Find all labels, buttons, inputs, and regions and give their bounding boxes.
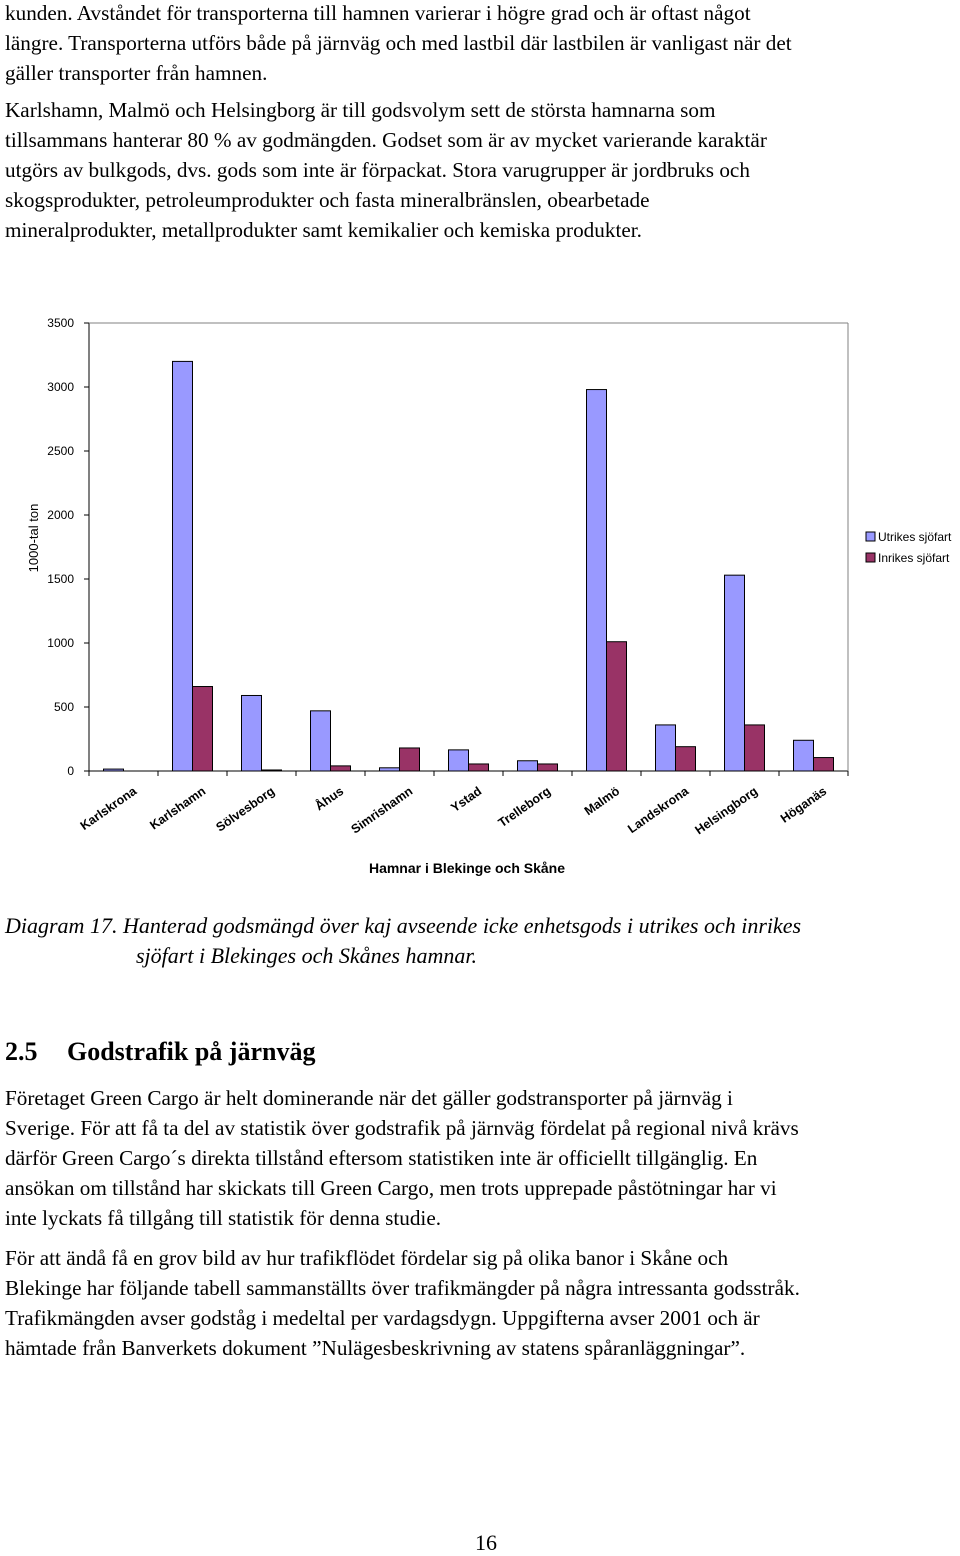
- y-tick-label: 3500: [47, 316, 74, 330]
- y-axis: [47, 316, 89, 778]
- bar-utrikes: [587, 390, 607, 771]
- text-line: gäller transporter från hamnen.: [5, 61, 268, 85]
- x-axis-title: Hamnar i Blekinge och Skåne: [368, 860, 566, 876]
- y-tick-label: 500: [53, 700, 74, 714]
- x-tick-label: Landskrona: [625, 783, 692, 837]
- x-tick-label: Åhus: [312, 783, 347, 814]
- text-line: längre. Transporterna utförs både på järnväg och med lastbil där lastbilen är vanligast när det: [5, 31, 792, 55]
- y-axis-title: 1000-tal ton: [26, 503, 41, 573]
- bar-utrikes: [725, 575, 745, 771]
- text-line: Karlshamn, Malmö och Helsingborg är till godsvolym sett de största hamnarna som: [5, 98, 716, 122]
- bar-inrikes: [331, 766, 351, 771]
- bar-utrikes: [518, 761, 538, 771]
- paragraph-green-cargo: [5, 1083, 957, 1233]
- legend: [866, 530, 952, 565]
- bar-inrikes: [814, 758, 834, 771]
- page-number: 16: [475, 1530, 497, 1555]
- bar-inrikes: [469, 764, 489, 771]
- x-tick-label: Trelleborg: [495, 783, 554, 831]
- text-line: utgörs av bulkgods, dvs. gods som inte är förpackat. Stora varugrupper är jordbruks och: [5, 158, 750, 182]
- text-line: skogsprodukter, petroleumprodukter och fasta mineralbränslen, obearbetade: [5, 188, 650, 212]
- x-tick-label: Karlskrona: [77, 783, 140, 833]
- y-tick-label: 2500: [47, 444, 74, 458]
- text-line: därför Green Cargo´s direkta tillstånd eftersom statistiken inte är officiellt tillgänglig. En: [5, 1146, 758, 1170]
- text-line: tillsammans hanterar 80 % av godmängden. Godset som är av mycket varierande karaktär: [5, 128, 767, 152]
- caption-line: sjöfart i Blekinges och Skånes hamnar.: [136, 943, 477, 968]
- figure-caption: [5, 911, 955, 971]
- y-tick-label: 0: [67, 764, 74, 778]
- y-tick-label: 2000: [47, 508, 74, 522]
- text-line: inte lyckats få tillgång till statistik för denna studie.: [5, 1206, 442, 1230]
- bar-inrikes: [193, 687, 213, 771]
- text-line: hämtade från Banverkets dokument ”Nulägesbeskrivning av statens spåranläggningar”.: [5, 1336, 746, 1360]
- x-tick-label: Simrishamn: [348, 783, 416, 837]
- bar-inrikes: [676, 747, 696, 771]
- legend-swatch: [866, 532, 875, 541]
- x-tick-label: Malmö: [581, 783, 623, 819]
- legend-swatch: [866, 553, 875, 562]
- bar-utrikes: [311, 711, 331, 771]
- y-tick-label: 1500: [47, 572, 74, 586]
- section-heading: [5, 1037, 315, 1067]
- text-line: ansökan om tillstånd har skickats till Green Cargo, men trots upprepade påstötningar har vi: [5, 1176, 777, 1200]
- bar-inrikes: [538, 764, 558, 771]
- x-tick-label: Ystad: [448, 783, 485, 815]
- y-tick-label: 3000: [47, 380, 74, 394]
- y-tick-label: 1000: [47, 636, 74, 650]
- legend-label: Utrikes sjöfart: [878, 530, 952, 544]
- bar-utrikes: [449, 750, 469, 771]
- bar-utrikes: [794, 740, 814, 771]
- x-tick-label: Höganäs: [777, 783, 830, 826]
- bar-utrikes: [173, 361, 193, 771]
- x-tick-label: Sölvesborg: [213, 783, 278, 835]
- x-tick-label: Karlshamn: [147, 783, 209, 833]
- bar-utrikes: [656, 725, 676, 771]
- text-line: Sverige. För att få ta del av statistik över godstrafik på järnväg fördelat på regional nivå krävs: [5, 1116, 799, 1140]
- paragraph-intro: [5, 0, 957, 88]
- bar-inrikes: [607, 642, 627, 771]
- caption-line: Diagram 17. Hanterad godsmängd över kaj avseende icke enhetsgods i utrikes och inrikes: [5, 913, 802, 938]
- text-line: kunden. Avståndet för transporterna till hamnen varierar i högre grad och är oftast något: [5, 1, 751, 25]
- x-axis: [78, 771, 848, 837]
- text-line: Trafikmängden avser godståg i medeltal per vardagsdygn. Uppgifterna avser 2001 och är: [5, 1306, 760, 1330]
- bar-utrikes: [242, 695, 262, 771]
- bar-inrikes: [745, 725, 765, 771]
- bar-chart: [0, 300, 960, 890]
- text-line: Företaget Green Cargo är helt dominerande när det gäller godstransporter på järnväg i: [5, 1086, 733, 1110]
- paragraph-traffic: [5, 1243, 957, 1363]
- text-line: För att ändå få en grov bild av hur trafikflödet fördelar sig på olika banor i Skåne och: [5, 1246, 729, 1270]
- text-line: Blekinge har följande tabell sammanställts över trafikmängder på några intressanta godsstråk.: [5, 1276, 800, 1300]
- text-line: mineralprodukter, metallprodukter samt kemikalier och kemiska produkter.: [5, 218, 642, 242]
- x-tick-label: Helsingborg: [692, 783, 761, 838]
- paragraph-ports: [5, 95, 957, 245]
- bars: [104, 361, 834, 771]
- legend-label: Inrikes sjöfart: [878, 551, 950, 565]
- bar-inrikes: [400, 748, 420, 771]
- section-number: 2.5: [5, 1037, 38, 1066]
- section-title: Godstrafik på järnväg: [67, 1037, 316, 1066]
